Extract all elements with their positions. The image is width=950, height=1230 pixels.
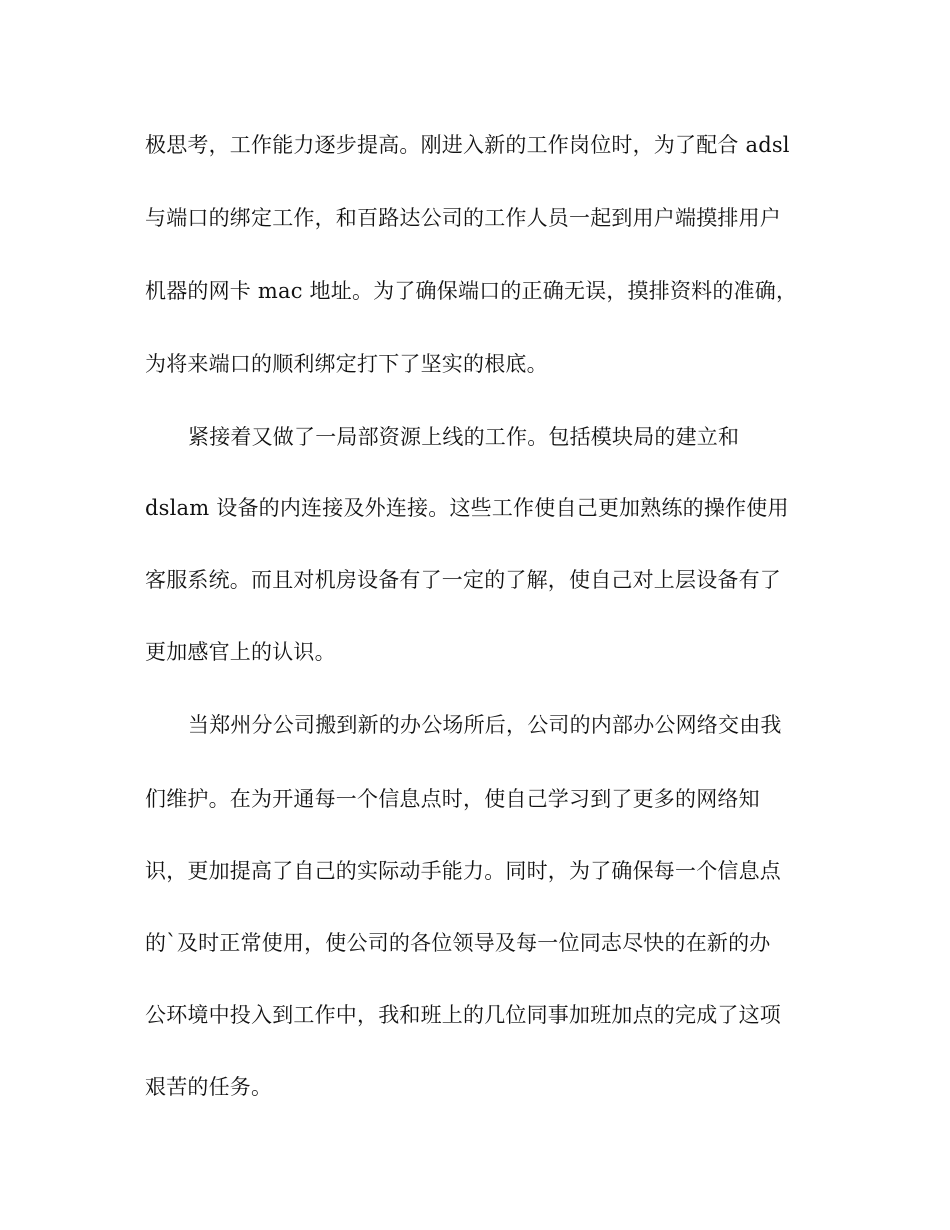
paragraph-3-line-1: 当郑州分公司搬到新的办公场所后，公司的内部办公网络交由我: [188, 713, 782, 737]
paragraph-2-line-1: 紧接着又做了一局部资源上线的工作。包括模块局的建立和: [188, 425, 740, 449]
paragraph-2-line-2: dslam 设备的内连接及外连接。这些工作使自己更加熟练的操作使用: [145, 496, 789, 520]
paragraph-3-line-3: 识，更加提高了自己的实际动手能力。同时，为了确保每一个信息点: [145, 859, 781, 883]
paragraph-3-line-5: 公环境中投入到工作中，我和班上的几位同事加班加点的完成了这项: [145, 1003, 781, 1027]
paragraph-2-line-3: 客服系统。而且对机房设备有了一定的了解，使自己对上层设备有了: [145, 568, 781, 592]
paragraph-2-line-4: 更加感官上的认识。: [145, 640, 336, 664]
paragraph-1-line-1: 极思考，工作能力逐步提高。刚进入新的工作岗位时，为了配合 adsl: [145, 133, 790, 157]
paragraph-1-line-2: 与端口的绑定工作，和百路达公司的工作人员一起到用户端摸排用户: [145, 206, 781, 230]
paragraph-3-line-6: 艰苦的任务。: [145, 1075, 273, 1099]
paragraph-1-line-4: 为将来端口的顺利绑定打下了坚实的根底。: [145, 352, 548, 376]
paragraph-1-line-3: 机器的网卡 mac 地址。为了确保端口的正确无误，摸排资料的准确，: [145, 279, 798, 303]
paragraph-3-line-4: 的`及时正常使用，使公司的各位领导及每一位同志尽快的在新的办: [145, 931, 771, 955]
paragraph-3-line-2: 们维护。在为开通每一个信息点时，使自己学习到了更多的网络知: [145, 787, 760, 811]
